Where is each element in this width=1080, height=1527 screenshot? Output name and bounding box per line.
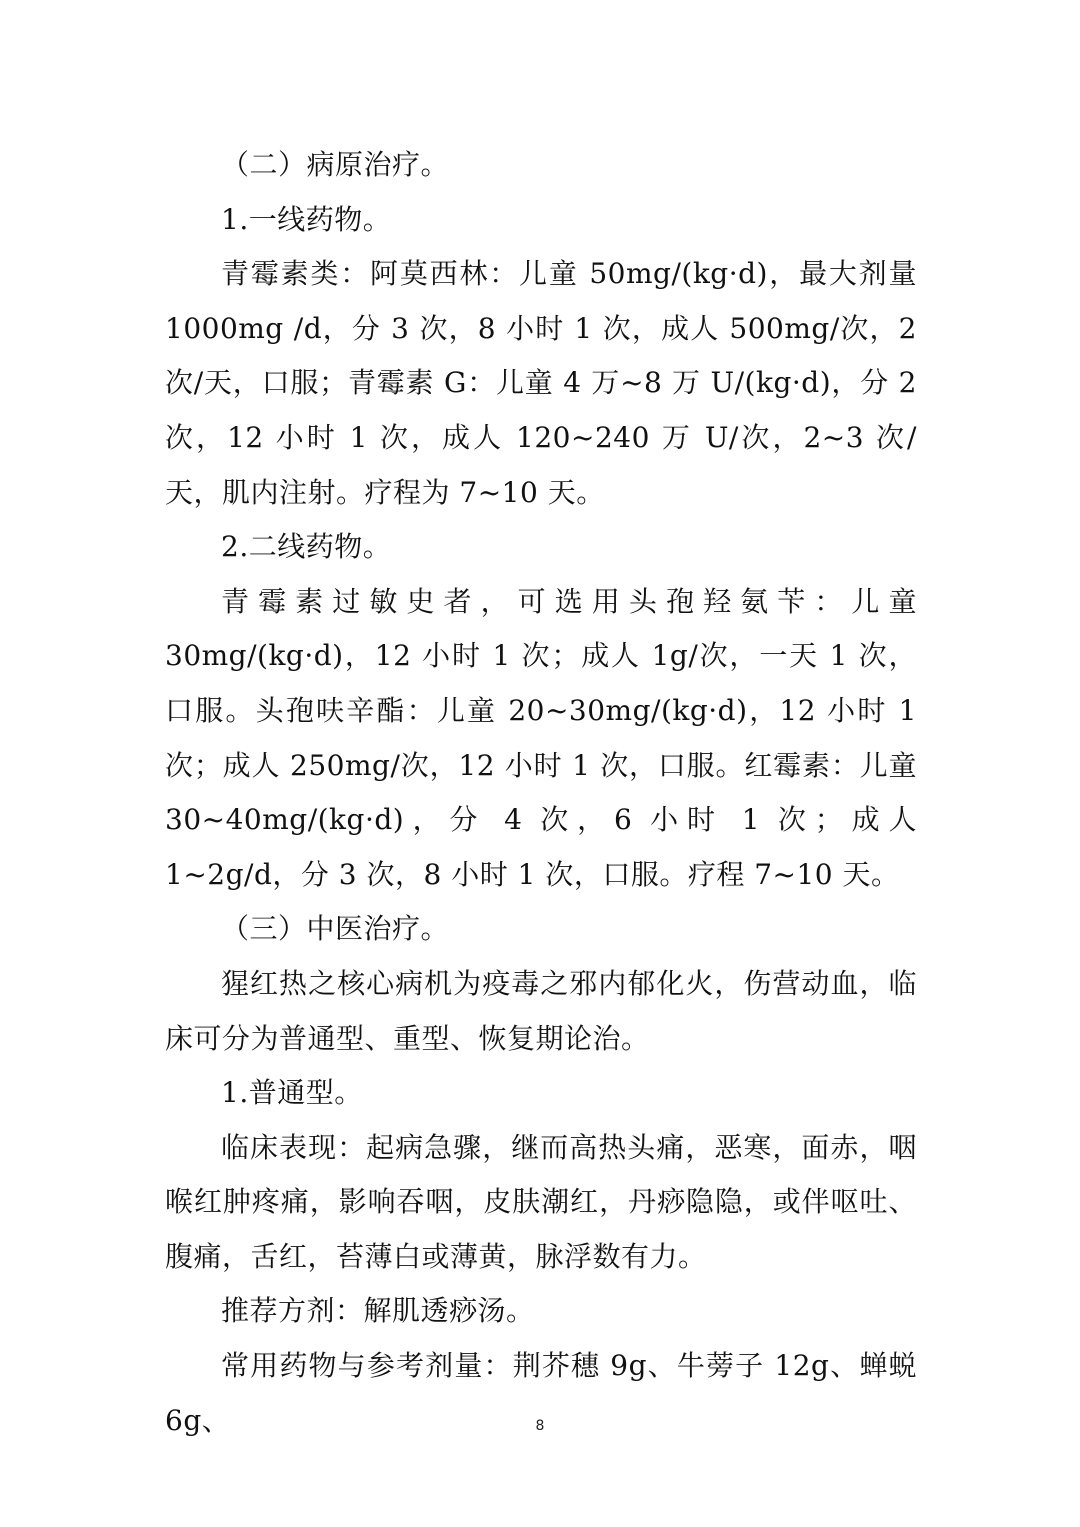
subheading-common-type: 1.普通型。 [221,1076,363,1110]
section-heading-tcm-treatment: （三）中医治疗。 [221,912,450,946]
paragraph-penicillin-dosage: 青霉素类：阿莫西林：儿童 50mg/(kg·d)，最大剂量 1000mg /d，分 3 次，8 小时 1 次，成人 500mg/次，2 次/天，口服；青霉素 G：儿童 4 万~8 万 U/(kg·d)，分 2 次，12 小时 1 次，成人 120~240 万 U/次，2~3 次/天，肌内注射。疗程为 7~10 天。 [165,257,917,509]
subheading-first-line-drugs: 1.一线药物。 [221,202,392,236]
paragraph-common-medicines: 常用药物与参考剂量：荆芥穗 9g、牛蒡子 12g、蝉蜕 6g、 [165,1349,917,1437]
subheading-second-line-drugs: 2.二线药物。 [221,530,392,564]
paragraph-second-line-dosage: 青霉素过敏史者，可选用头孢羟氨苄：儿童 30mg/(kg·d)，12 小时 1 次；成人 1g/次，一天 1 次，口服。头孢呋辛酯：儿童 20~30mg/(kg·d)，12 小时 1 次；成人 250mg/次，12 小时 1 次，口服。红霉素：儿童 30~40mg/(kg·d)，分 4 次，6 小时 1 次；成人 1~2g/d，分 3 次，8 小时 1 次，口服。疗程 7~10 天。 [165,584,917,891]
page-number: 8 [535,1418,545,1434]
paragraph-core-pathogenesis: 猩红热之核心病机为疫毒之邪内郁化火，伤营动血，临床可分为普通型、重型、恢复期论治。 [165,966,917,1055]
document-body [165,138,917,1448]
section-heading-pathogen-treatment: （二）病原治疗。 [221,148,450,181]
paragraph-clinical-manifestation: 临床表现：起病急骤，继而高热头痛，恶寒，面赤，咽喉红肿疼痛，影响吞咽，皮肤潮红，丹痧隐隐，或伴呕吐、腹痛，舌红，苔薄白或薄黄，脉浮数有力。 [165,1130,917,1273]
paragraph-recommended-prescription: 推荐方剂：解肌透痧汤。 [221,1294,535,1328]
